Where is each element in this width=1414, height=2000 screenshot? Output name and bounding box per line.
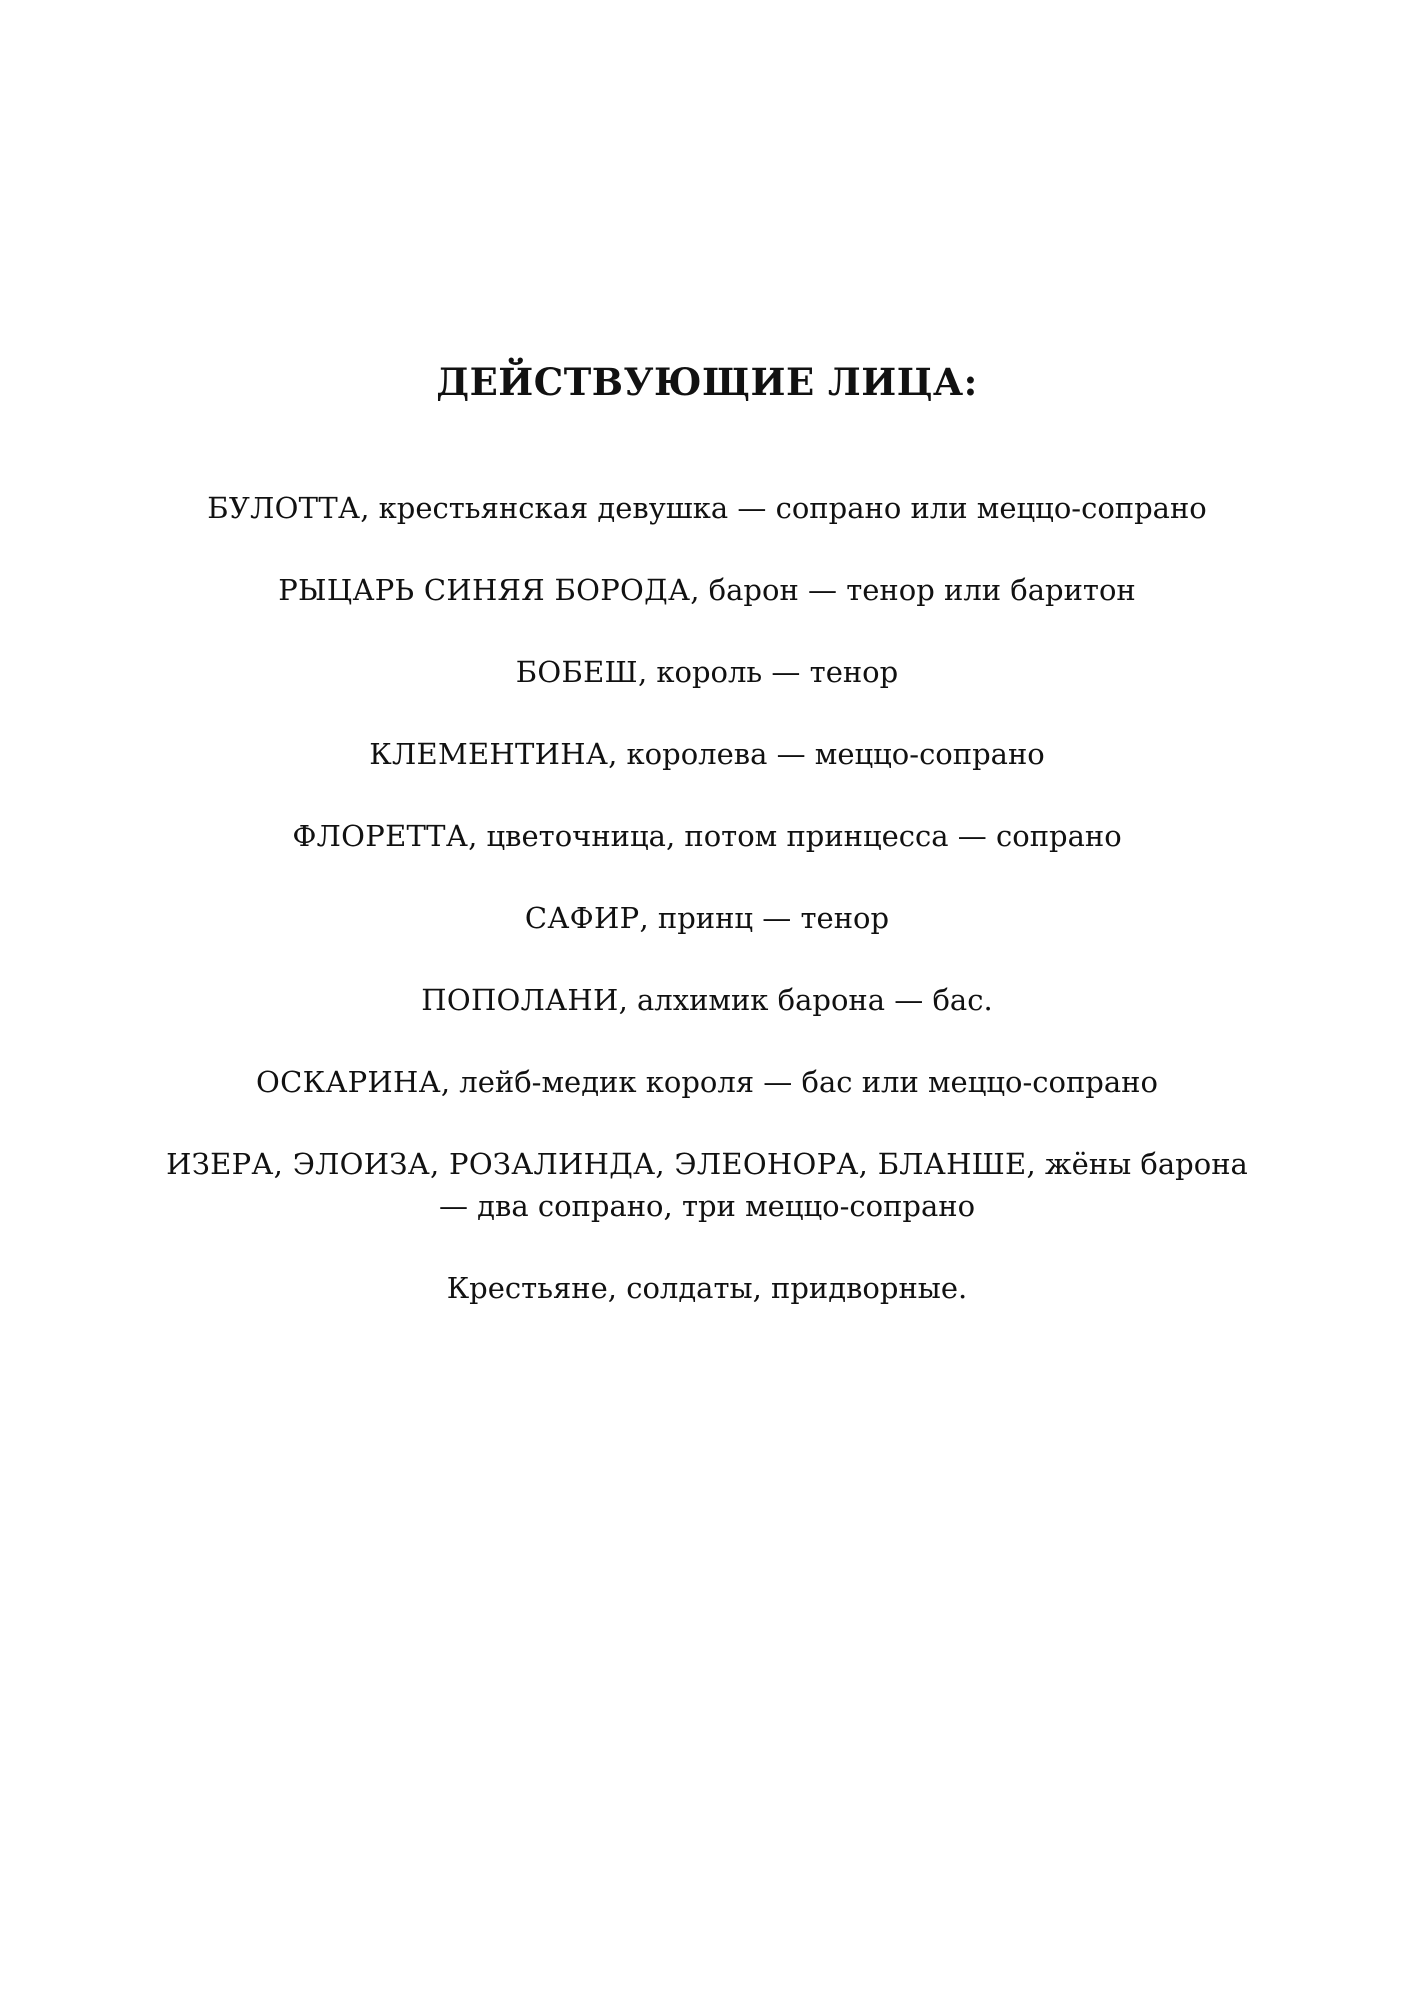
cast-name: САФИР	[524, 901, 640, 935]
crowd-roles: Крестьяне, солдаты, придворные.	[446, 1271, 968, 1305]
cast-item-wives	[157, 1143, 1257, 1227]
cast-description: , принц — тенор	[639, 901, 890, 935]
cast-item-popolani	[157, 979, 1257, 1021]
cast-item-bulotta	[157, 487, 1257, 529]
cast-item-clementine	[157, 733, 1257, 775]
cast-list	[157, 487, 1257, 1265]
cast-name: ОСКАРИНА	[256, 1065, 441, 1099]
cast-description: , алхимик барона — бас.	[618, 983, 993, 1017]
cast-description: , королева — меццо-сопрано	[608, 737, 1045, 771]
cast-description: , король — тенор	[637, 655, 899, 689]
cast-name: БУЛОТТА	[207, 491, 361, 525]
cast-description: , цветочница, потом принцесса — сопрано	[468, 819, 1122, 853]
cast-description: , барон — тенор или баритон	[690, 573, 1136, 607]
cast-name: ИЗЕРА, ЭЛОИЗА, РОЗАЛИНДА, ЭЛЕОНОРА, БЛАНШЕ	[166, 1147, 1027, 1181]
cast-name: ФЛОРЕТТА	[292, 819, 469, 853]
cast-name: ПОПОЛАНИ	[421, 983, 619, 1017]
cast-description: , лейб-медик короля — бас или меццо-сопрано	[440, 1065, 1158, 1099]
cast-item-saphir	[157, 897, 1257, 939]
cast-description: , крестьянская девушка — сопрано или меццо-сопрано	[360, 491, 1207, 525]
page-title: ДЕЙСТВУЮЩИЕ ЛИЦА:	[436, 360, 978, 404]
cast-name: КЛЕМЕНТИНА	[369, 737, 609, 771]
cast-item-bluebeard	[157, 569, 1257, 611]
cast-item-bobeche	[157, 651, 1257, 693]
cast-description: , жёны барона — два сопрано, три меццо-сопрано	[438, 1147, 1248, 1223]
cast-item-fleurette	[157, 815, 1257, 857]
cast-name: РЫЦАРЬ СИНЯЯ БОРОДА	[278, 573, 691, 607]
cast-item-oscarina	[157, 1061, 1257, 1103]
cast-name: БОБЕШ	[515, 655, 638, 689]
